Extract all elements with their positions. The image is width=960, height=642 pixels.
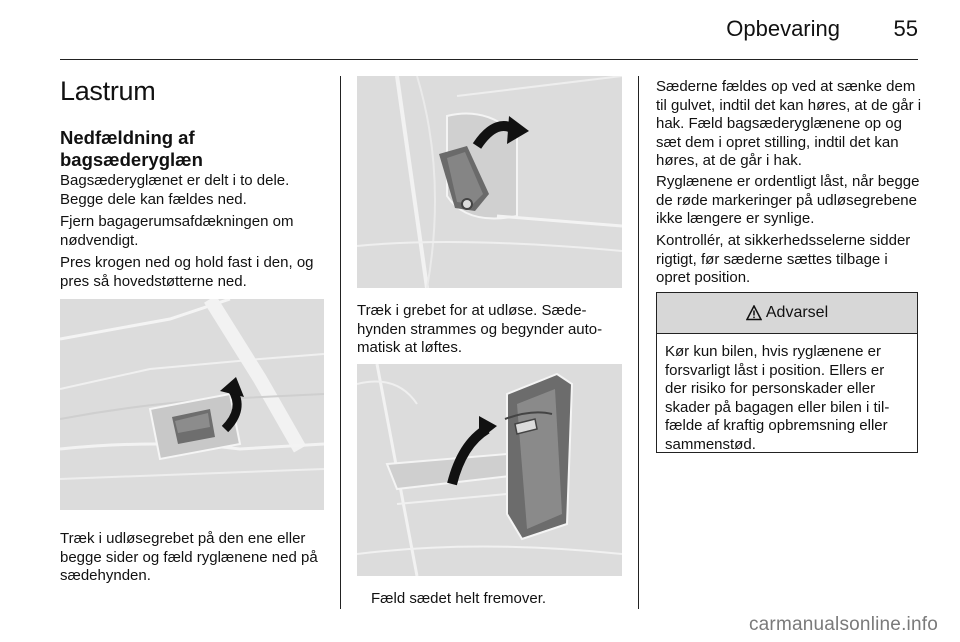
- warning-title: Advarsel: [765, 304, 829, 321]
- watermark: carmanualsonline.info: [748, 614, 938, 635]
- paragraph: Sæderne fældes op ved at sænke dem til gulvet, indtil det kan høres, at de går i hak. Fæld bagsæderyglænene op og sæt dem i opret stilling, indtil det kan høres, at de går i hak.: [656, 78, 922, 169]
- warning-header: [657, 293, 917, 334]
- warning-text: Kør kun bilen, hvis ryglænene er forsvarligt låst i position. Ellers er der risiko for personskader eller skader på bagagen eller bilen i tilfælde af kraftig opbremsning eller sammenstød.: [665, 343, 890, 453]
- page-header-title: Opbevaring: [726, 16, 840, 41]
- page-number: 55: [893, 16, 918, 41]
- fold-forward-drawing: [357, 364, 622, 576]
- release-lever-drawing: [60, 299, 324, 510]
- figure-caption: Træk i grebet for at udløse. Sædehynden strammes og begynder automatisk at løftes.: [357, 302, 603, 356]
- warning-triangle-icon: [746, 305, 762, 321]
- seat-cushion-release-handle-illustration: [357, 76, 622, 288]
- column-divider-1: [340, 76, 341, 609]
- warning-box: [656, 292, 918, 453]
- column-divider-2: [638, 76, 639, 609]
- section-title: Lastrum: [60, 76, 156, 106]
- paragraph: Bagsæderyglænet er delt i to dele. Begge dele kan fældes ned.: [60, 172, 290, 208]
- seat-fold-forward-illustration: [357, 364, 622, 576]
- paragraph: Ryglænene er ordentligt låst, når begge de røde markeringer på udløsegrebene ikke længere er synlige.: [656, 173, 920, 227]
- subheading: Nedfældning af bagsæderyglæn: [60, 127, 203, 170]
- figure-caption: Fæld sædet helt fremover.: [371, 590, 547, 607]
- paragraph: Fjern bagagerumsafdækningen om nødvendigt.: [60, 213, 294, 249]
- paragraph: Kontrollér, at sikkerhedsselerne sidder rigtigt, før sæderne sættes tilbage i opret position.: [656, 232, 911, 286]
- header-divider: [60, 59, 918, 60]
- seat-release-lever-illustration: [60, 299, 324, 510]
- figure-caption: Træk i udløsegrebet på den ene eller begge sider og fæld ryglænene ned på sædehynden.: [60, 530, 318, 584]
- handle-drawing: [357, 76, 622, 288]
- paragraph: Pres krogen ned og hold fast i den, og pres så hovedstøtterne ned.: [60, 254, 314, 290]
